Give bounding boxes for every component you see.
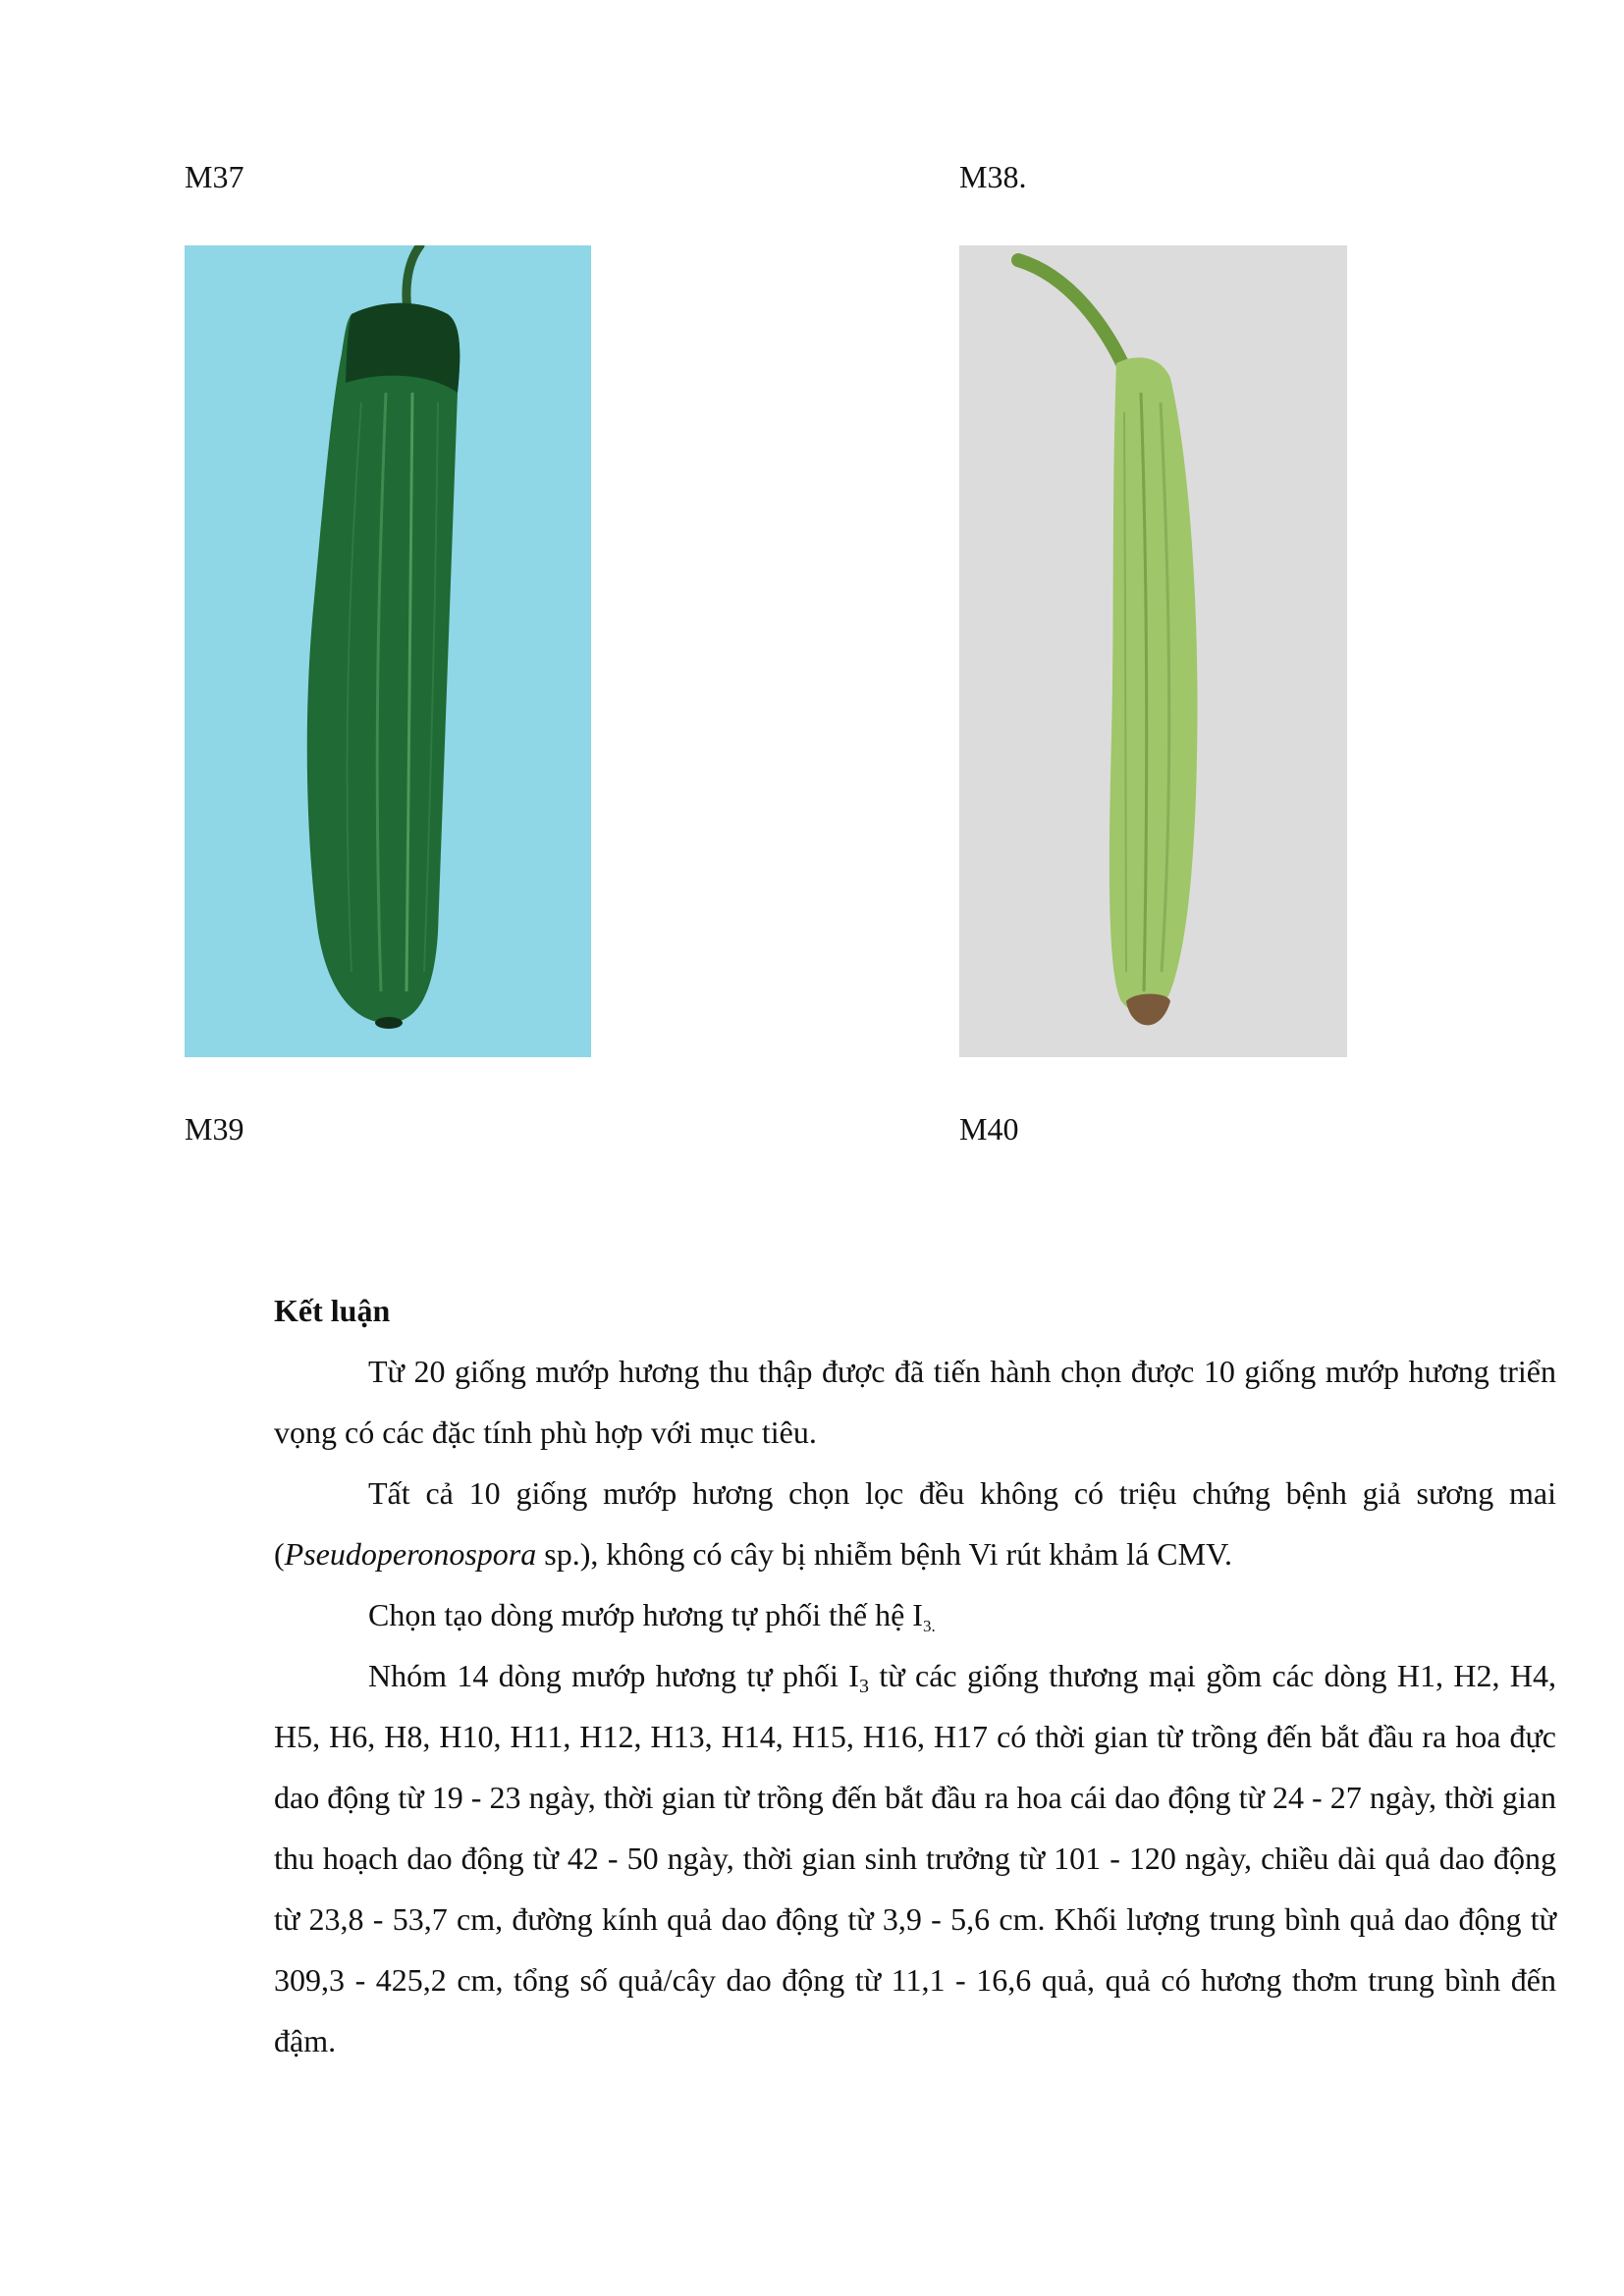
- pathogen-name: Pseudoperonospora: [284, 1536, 537, 1572]
- photo-dark-green-luffa: [185, 245, 591, 1057]
- paragraph-3: [274, 1584, 1556, 1645]
- light-luffa-illustration: [959, 245, 1347, 1057]
- conclusion-section: [274, 1280, 1556, 2071]
- dark-luffa-illustration: [185, 245, 591, 1057]
- paragraph-4-subscript: 3: [858, 1676, 869, 1697]
- paragraph-2: [274, 1463, 1556, 1584]
- paragraph-4-text-b: từ các giống thương mại gồm các dòng H1, H2, H4, H5, H6, H8, H10, H11, H12, H13, H14, H15, H16, H17 có thời gian từ trồng đến bắt đầu ra hoa đực dao động từ 19 - 23 ngày, thời gian từ trồng đến bắt đầu ra hoa cái dao động từ 24 - 27 ngày, thời gian thu hoạch dao động từ 42 - 50 ngày, thời gian sinh trưởng từ 101 - 120 ngày, chiều dài quả dao động từ 23,8 - 53,7 cm, đường kính quả dao động từ 3,9 - 5,6 cm. Khối lượng trung bình quả dao động từ 309,3 - 425,2 cm, tổng số quả/cây dao động từ 11,1 - 16,6 quả, quả có hương thơm trung bình đến đậm.: [274, 1658, 1557, 2058]
- paragraph-3-text: Chọn tạo dòng mướp hương tự phối thế hệ I: [368, 1597, 923, 1632]
- paragraph-3-subscript: 3.: [922, 1617, 936, 1635]
- label-m40: M40: [959, 1111, 1019, 1147]
- paragraph-2-text-b: sp.), không có cây bị nhiễm bệnh Vi rút khảm lá CMV.: [536, 1536, 1233, 1572]
- label-m37: M37: [185, 159, 244, 194]
- conclusion-heading: Kết luận: [274, 1293, 391, 1328]
- photo-light-green-luffa: [959, 245, 1347, 1057]
- paragraph-4-text-a: Nhóm 14 dòng mướp hương tự phối I: [368, 1658, 859, 1693]
- label-m39: M39: [185, 1111, 244, 1147]
- paragraph-1: Từ 20 giống mướp hương thu thập được đã tiến hành chọn được 10 giống mướp hương triển vọng có các đặc tính phù hợp với mục tiêu.: [274, 1354, 1556, 1450]
- paragraph-4: [274, 1645, 1556, 2071]
- label-m38: M38.: [959, 159, 1027, 194]
- paragraph-2-text-a: Tất cả 10 giống mướp hương chọn lọc đều không có triệu chứng bệnh giả sương mai (: [274, 1475, 1556, 1572]
